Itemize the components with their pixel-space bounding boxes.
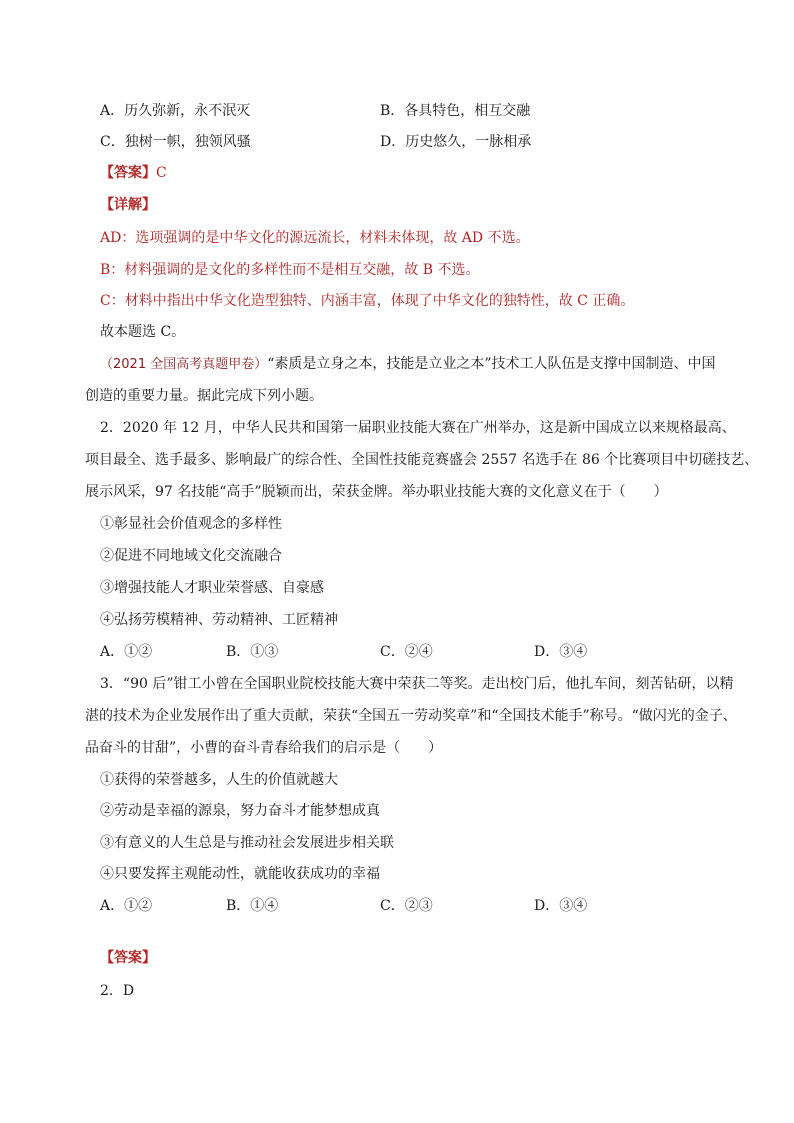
- q1-option-d: D．历史悠久，一脉相承: [380, 134, 532, 150]
- conclusion: 故本题选 C。: [100, 324, 186, 340]
- q2-stem-line-2: 项目最全、选手最多、影响最广的综合性、全国性技能竞赛盛会 2557 名选手在 86 个比赛项目中切磋技艺、: [85, 452, 759, 468]
- explanation-b: B：材料强调的是文化的多样性而不是相互交融，故 B 不选。: [100, 262, 480, 278]
- q3-statement-2: ②劳动是幸福的源泉，努力奋斗才能梦想成真: [100, 803, 380, 819]
- q3-stem-line-3: 品奋斗的甘甜”，小曹的奋斗青春给我们的启示是（ ）: [85, 740, 443, 756]
- answer-value: C: [156, 165, 167, 181]
- material-text: “素质是立身之本，技能是立业之本”技术工人队伍是支撑中国制造、中国: [267, 356, 716, 372]
- material-line-2: 创造的重要力量。据此完成下列小题。: [85, 388, 323, 404]
- q2-option-b: B．①③: [226, 644, 279, 660]
- q1-option-a: A．历久弥新，永不泯灭: [100, 103, 251, 119]
- detail-tag: 【详解】: [100, 197, 156, 213]
- source-tag: （2021 全国高考真题甲卷）: [100, 357, 268, 372]
- answer-q2: 2．D: [100, 983, 135, 999]
- q1-option-b: B．各具特色，相互交融: [380, 103, 531, 119]
- q2-stem-line-3: 展示风采，97 名技能“高手”脱颖而出，荣获金牌。举办职业技能大赛的文化意义在于（ ）: [85, 484, 668, 500]
- q1-answer-line: [100, 163, 167, 183]
- q1-option-c: C．独树一帜，独领风骚: [100, 134, 251, 150]
- q3-option-a: A．①②: [100, 898, 153, 914]
- q3-stem-line-2: 湛的技术为企业发展作出了重大贡献，荣获“全国五一劳动奖章”和“全国技术能手”称号。“做闪光的金子、: [85, 708, 737, 724]
- answer-tag: 【答案】: [100, 165, 156, 181]
- q3-statement-3: ③有意义的人生总是与推动社会发展进步相关联: [100, 835, 394, 851]
- explanation-ad: AD：选项强调的是中华文化的源远流长，材料未体现，故 AD 不选。: [100, 230, 530, 246]
- answers-tag: 【答案】: [100, 950, 156, 966]
- q2-option-c: C．②④: [380, 644, 433, 660]
- q2-statement-4: ④弘扬劳模精神、劳动精神、工匠精神: [100, 612, 338, 628]
- q2-statement-1: ①彰显社会价值观念的多样性: [100, 516, 282, 532]
- q3-statement-4: ④只要发挥主观能动性，就能收获成功的幸福: [100, 866, 380, 882]
- q3-option-c: C．②③: [380, 898, 433, 914]
- material-line-1: [100, 354, 716, 375]
- explanation-c: C：材料中指出中华文化造型独特、内涵丰富，体现了中华文化的独特性，故 C 正确。: [100, 293, 635, 309]
- q2-option-d: D．③④: [534, 644, 588, 660]
- q3-stem-line-1: 3．“90 后”钳工小曾在全国职业院校技能大赛中荣获二等奖。走出校门后，他扎车间，刻苦钻研，以精: [100, 676, 734, 692]
- q2-stem-line-1: 2．2020 年 12 月，中华人民共和国第一届职业技能大赛在广州举办，这是新中国成立以来规格最高、: [100, 420, 736, 436]
- q3-option-d: D．③④: [534, 898, 588, 914]
- q2-option-a: A．①②: [100, 644, 153, 660]
- q2-statement-3: ③增强技能人才职业荣誉感、自豪感: [100, 580, 324, 596]
- q3-statement-1: ①获得的荣誉越多，人生的价值就越大: [100, 772, 338, 788]
- q3-option-b: B．①④: [226, 898, 279, 914]
- q2-statement-2: ②促进不同地域文化交流融合: [100, 548, 282, 564]
